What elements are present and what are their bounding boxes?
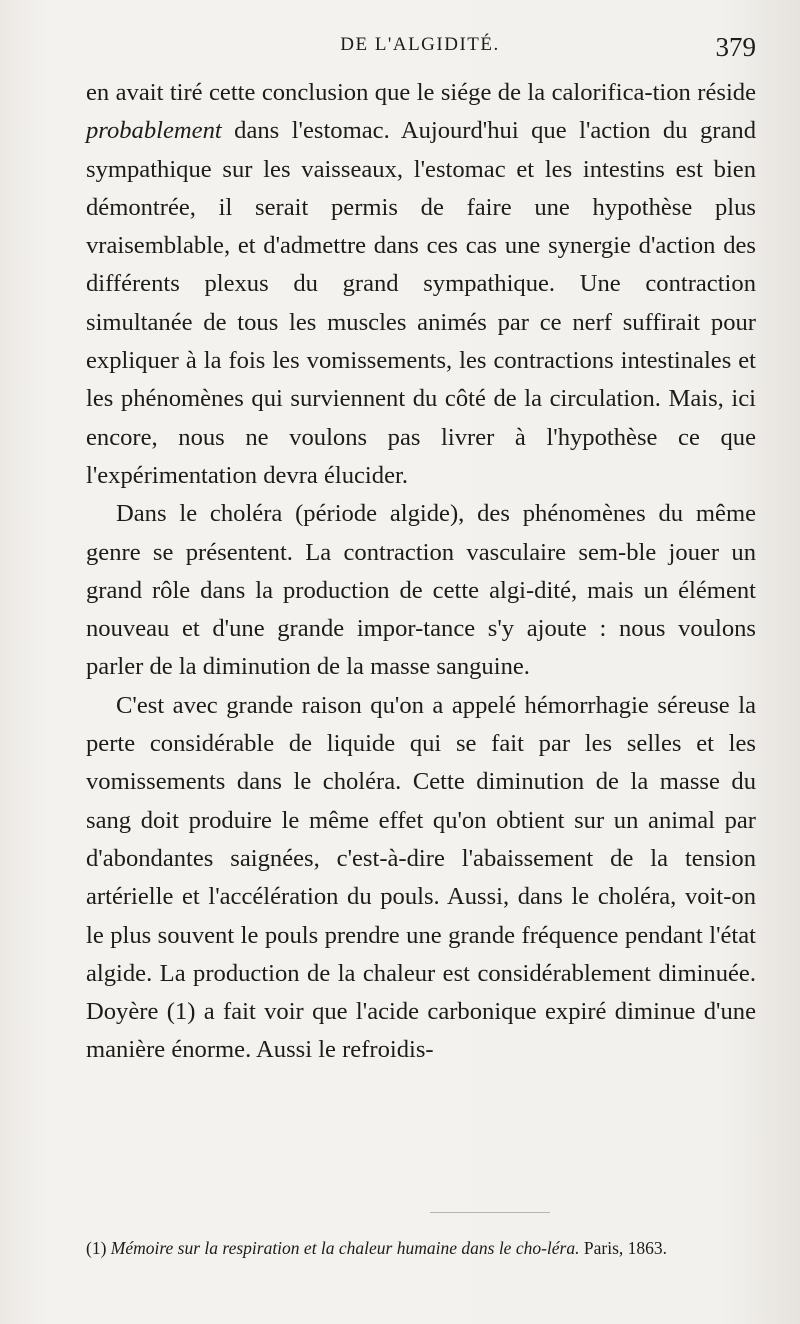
paragraph-1-text-a: en avait tiré cette conclusion que le siége de la calorifica-tion réside xyxy=(86,79,756,106)
paragraph-1 xyxy=(86,74,756,495)
footnote xyxy=(86,1233,756,1263)
paragraph-1-text-b: dans l'estomac. Aujourd'hui que l'action du grand sympathique sur les vaisseaux, l'estomac et les intestins est bien démontrée, il serait permis de faire une hypothèse plus vraisemblable, et d'admettre dans ces cas une synergie d'action des différents plexus du grand sympathique. Une contraction simultanée de tous les muscles animés par ce nerf suffirait pour expliquer à la fois les vomissements, les contractions intestinales et les phénomènes qui surviennent du côté de la circulation. Mais, ici encore, nous ne voulons pas livrer à l'hypothèse ce que l'expérimentation devra élucider. xyxy=(86,117,756,489)
paragraph-3: C'est avec grande raison qu'on a appelé hémorrhagie séreuse la perte considérable de liquide qui se fait par les selles et les vomissements dans le choléra. Cette diminution de la masse du sang doit produire le même effet qu'on obtient sur un animal par d'abondantes saignées, c'est-à-dire l'abaissement de la tension artérielle et l'accélération du pouls. Aussi, dans le choléra, voit-on le plus souvent le pouls prendre une grande fréquence pendant l'état algide. La production de la chaleur est considérablement diminuée. Doyère (1) a fait voir que l'acide carbonique expiré diminue d'une manière énorme. Aussi le refroidis- xyxy=(86,691,756,1064)
footnote-divider xyxy=(430,1212,550,1213)
page-number: 379 xyxy=(715,32,756,62)
footnote-marker: (1) xyxy=(86,1238,107,1258)
main-text xyxy=(86,74,756,1070)
footnote-title: Mémoire sur la respiration et la chaleur humaine dans le cho-léra. xyxy=(110,1238,580,1258)
paragraph-1-emphasis: probablement xyxy=(86,117,222,145)
paragraph-2: Dans le choléra (période algide), des phénomènes du même genre se présentent. La contraction vasculaire sem-ble jouer un grand rôle dans la production de cette algi-dité, mais un élément nouveau et d'une grande impor-tance s'y ajoute : nous voulons parler de la diminution de la masse sanguine. xyxy=(86,500,756,681)
running-title: DE L'ALGIDITÉ. xyxy=(340,34,500,55)
footnote-rest: Paris, 1863. xyxy=(579,1238,667,1258)
running-head xyxy=(84,34,756,70)
